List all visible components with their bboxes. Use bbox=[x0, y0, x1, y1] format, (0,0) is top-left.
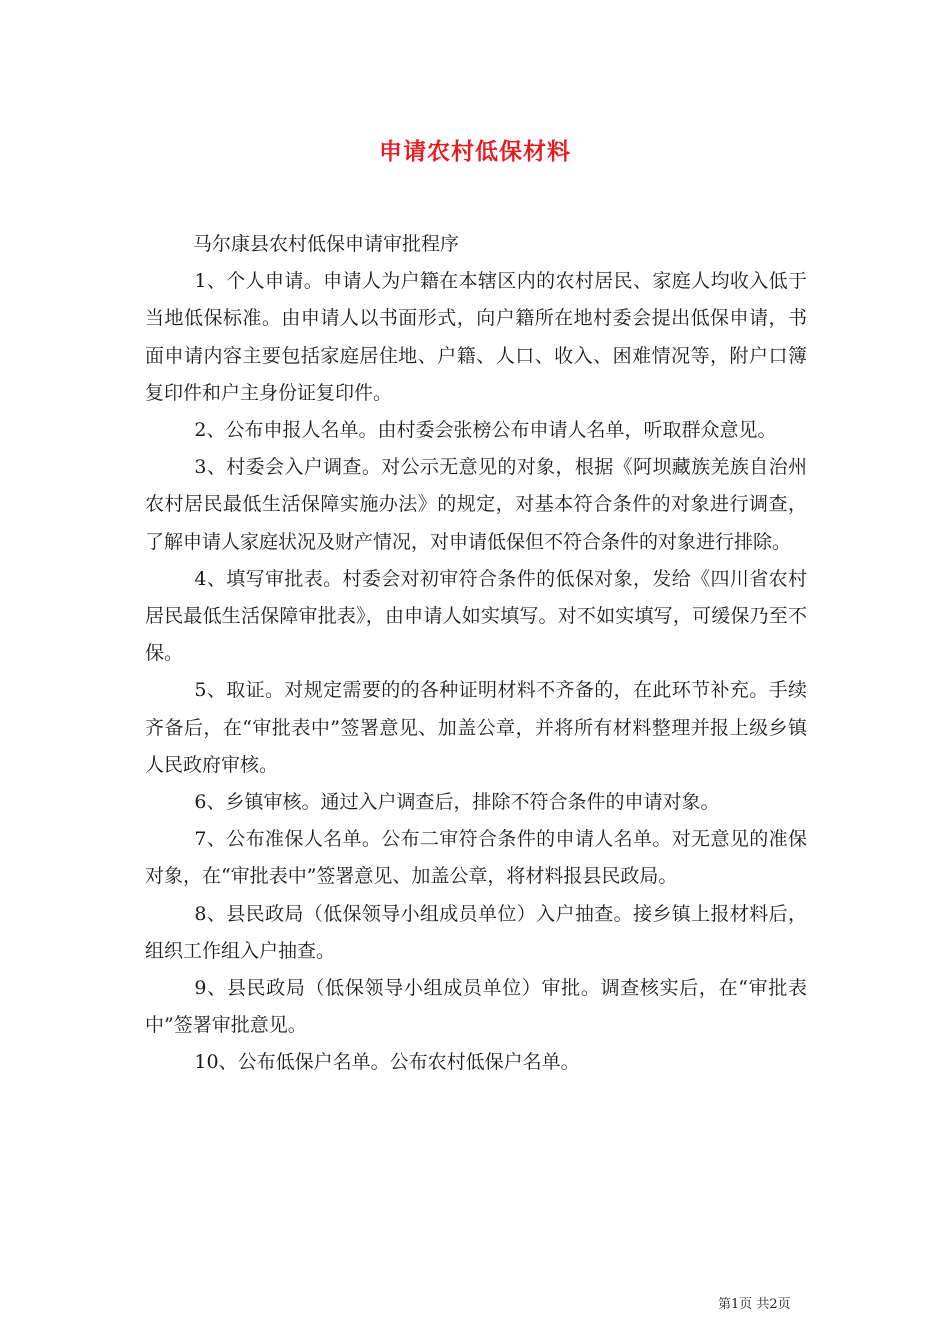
section-heading: 马尔康县农村低保申请审批程序 bbox=[193, 233, 460, 255]
step-4: 4、填写审批表。村委会对初审符合条件的低保对象，发给《四川省农村居民最低生活保障审批表》，由申请人如实填写。对不如实填写，可缓保乃至不保。 bbox=[145, 567, 807, 665]
step-8: 8、县民政局（低保领导小组成员单位）入户抽查。接乡镇上报材料后，组织工作组入户抽查。 bbox=[145, 902, 807, 962]
document-title: 申请农村低保材料 bbox=[379, 138, 571, 165]
step-10: 10、公布低保户名单。公布农村低保户名单。 bbox=[194, 1051, 580, 1074]
document-body bbox=[145, 226, 807, 1082]
step-5: 5、取证。对规定需要的的各种证明材料不齐备的，在此环节补充。手续齐备后，在“审批表中”签署意见、加盖公章，并将所有材料整理并报上级乡镇人民政府审核。 bbox=[145, 679, 807, 776]
step-9: 9、县民政局（低保领导小组成员单位）审批。调查核实后，在“审批表中”签署审批意见。 bbox=[145, 977, 807, 1037]
step-3: 3、村委会入户调查。对公示无意见的对象，根据《阿坝藏族羌族自治州农村居民最低生活保障实施办法》的规定，对基本符合条件的对象进行调查，了解申请人家庭状况及财产情况，对申请低保但不符合条件的对象进行排除。 bbox=[145, 456, 807, 553]
step-6: 6、乡镇审核。通过入户调查后，排除不符合条件的申请对象。 bbox=[194, 791, 720, 814]
step-1: 1、个人申请。申请人为户籍在本辖区内的农村居民、家庭人均收入低于当地低保标准。由申请人以书面形式，向户籍所在地村委会提出低保申请，书面申请内容主要包括家庭居住地、户籍、人口、收入、困难情况等，附户口簿复印件和户主身份证复印件。 bbox=[145, 270, 807, 404]
step-2: 2、公布申报人名单。由村委会张榜公布申请人名单，听取群众意见。 bbox=[194, 419, 777, 442]
page-number: 第1页 共2页 bbox=[718, 1297, 791, 1312]
step-7: 7、公布准保人名单。公布二审符合条件的申请人名单。对无意见的准保对象，在“审批表中”签署意见、加盖公章，将材料报县民政局。 bbox=[145, 828, 807, 888]
